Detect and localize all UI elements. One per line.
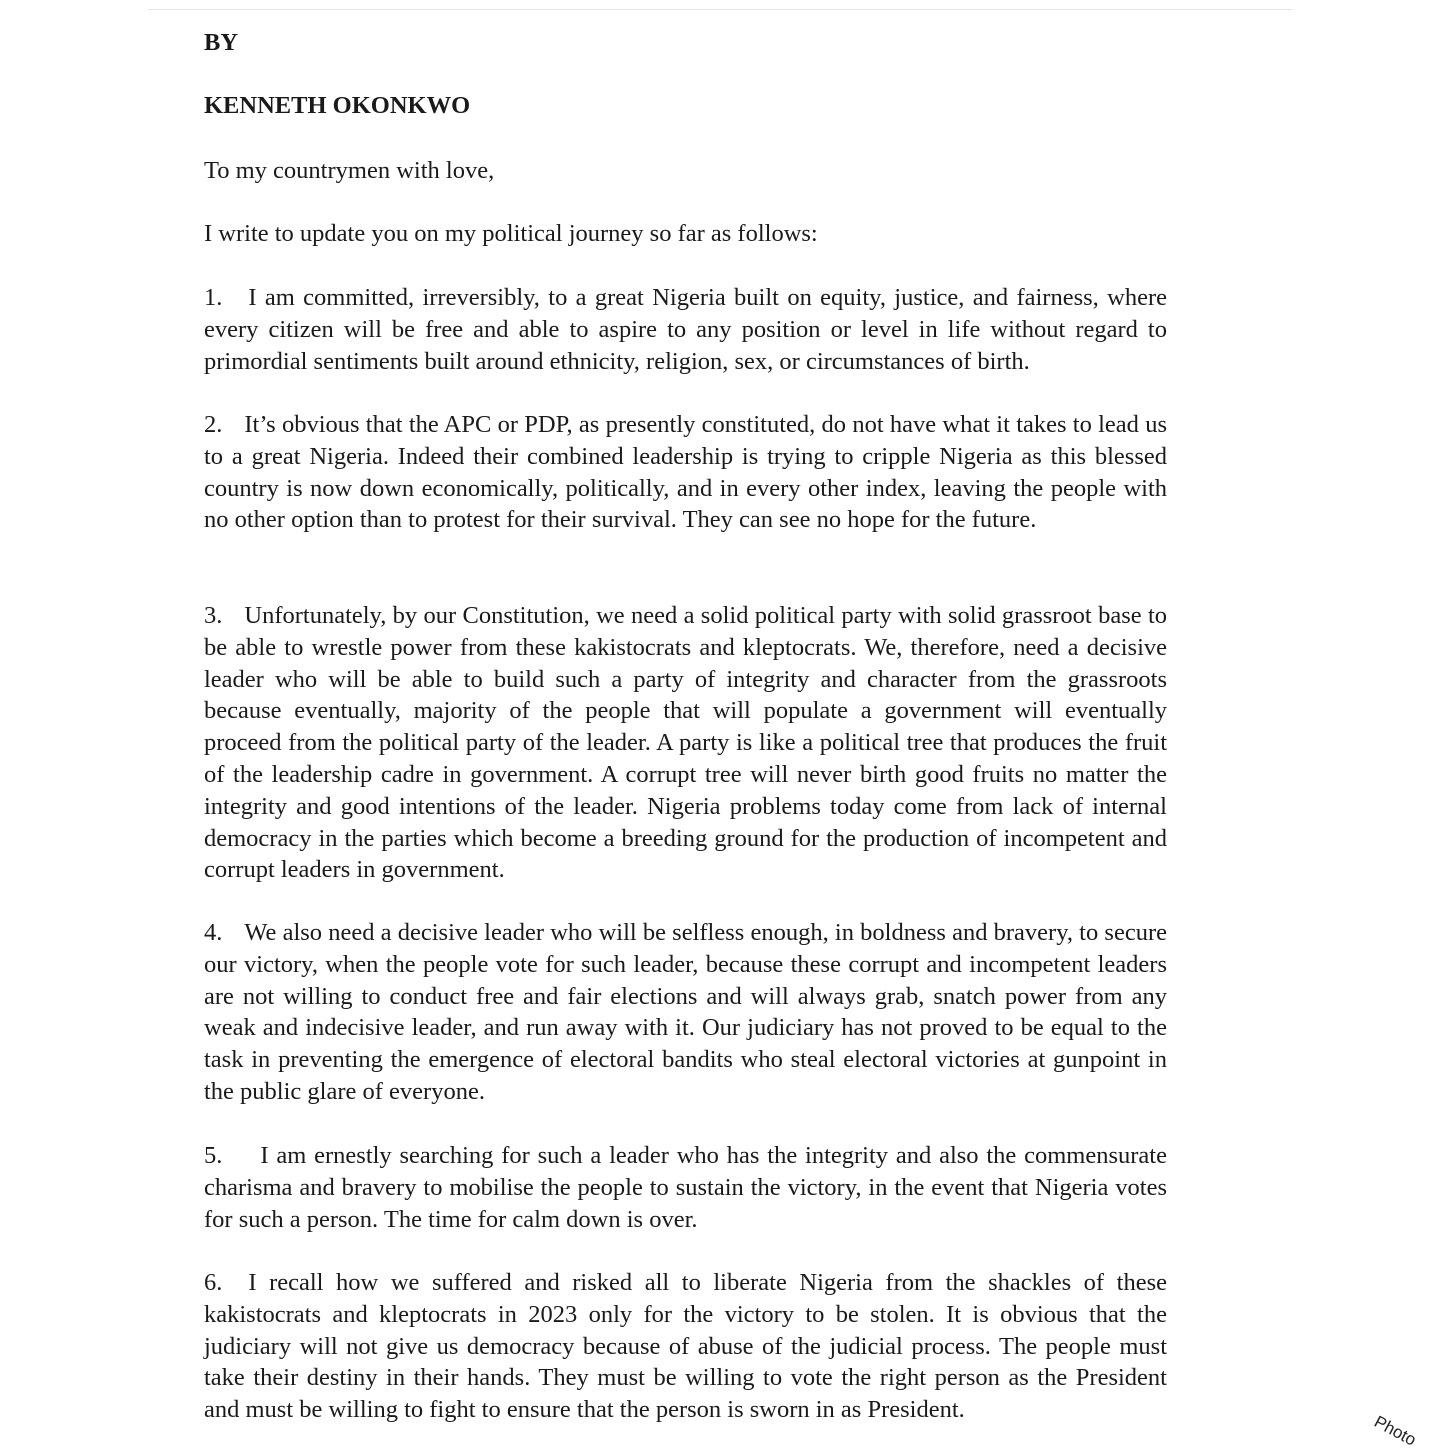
- paragraph-text: We also need a decisive leader who will be selfless enough, in boldness and bravery, to secure our victory, when the people vote for such leader, because these corrupt and incompetent leaders are not willing to conduct free and fair elections and will always grab, snatch power from any weak and indecisive leader, and run away with it. Our judiciary has not proved to be equal to the task in preventing the emergence of electoral bandits who steal electoral victories at gunpoint in the public glare of everyone.: [204, 919, 1167, 1105]
- paragraph-1: [204, 282, 1167, 377]
- by-label: BY: [204, 29, 239, 56]
- paragraph-2: [204, 409, 1167, 536]
- paragraph-text: I am committed, irreversibly, to a great Nigeria built on equity, justice, and fairness, where every citizen will be free and able to aspire to any position or level in life without regard to primordial sentiments built around ethnicity, religion, sex, or circumstances of birth.: [204, 284, 1167, 375]
- photo-watermark: Photo: [1371, 1412, 1420, 1450]
- paragraph-text: I am ernestly searching for such a leader who has the integrity and also the commensurate charisma and bravery to mobilise the people to sustain the victory, in the event that Nigeria votes for such a person. The time for calm down is over.: [204, 1142, 1167, 1233]
- paragraph-3: [204, 600, 1167, 886]
- paragraph-number: 3.: [204, 602, 223, 629]
- paragraph-text: I recall how we suffered and risked all to liberate Nigeria from the shackles of these kakistocrats and kleptocrats in 2023 only for the victory to be stolen. It is obvious that the judiciary will not give us democracy because of abuse of the judicial process. The people must take their destiny in their hands. They must be willing to vote the right person as the President and must be willing to fight to ensure that the person is sworn in as President.: [204, 1269, 1167, 1424]
- paragraph-number: 5.: [204, 1142, 223, 1169]
- top-divider: [148, 9, 1293, 10]
- paragraph-number: 1.: [204, 284, 223, 311]
- author-name: KENNETH OKONKWO: [204, 92, 471, 119]
- paragraph-text: Unfortunately, by our Constitution, we need a solid political party with solid grassroot base to be able to wrestle power from these kakistocrats and kleptocrats. We, therefore, need a decisive leader who will be able to build such a party of integrity and character from the grassroots because eventually, majority of the people that will populate a government will eventually proceed from the political party of the leader. A party is like a political tree that produces the fruit of the leadership cadre in government. A corrupt tree will never birth good fruits no matter the integrity and good intentions of the leader. Nigeria problems today come from lack of internal democracy in the parties which become a breeding ground for the production of incompetent and corrupt leaders in government.: [204, 602, 1167, 884]
- intro-line: I write to update you on my political journey so far as follows:: [204, 220, 818, 247]
- paragraph-number: 6.: [204, 1269, 223, 1296]
- paragraph-number: 4.: [204, 919, 223, 946]
- salutation: To my countrymen with love,: [204, 157, 495, 184]
- paragraph-6: [204, 1267, 1167, 1426]
- paragraph-5: [204, 1140, 1167, 1235]
- paragraph-text: It’s obvious that the APC or PDP, as presently constituted, do not have what it takes to lead us to a great Nigeria. Indeed their combined leadership is trying to cripple Nigeria as this blessed country is now down economically, politically, and in every other index, leaving the people with no other option than to protest for their survival. They can see no hope for the future.: [204, 411, 1167, 534]
- paragraph-number: 2.: [204, 411, 223, 438]
- paragraph-4: [204, 917, 1167, 1108]
